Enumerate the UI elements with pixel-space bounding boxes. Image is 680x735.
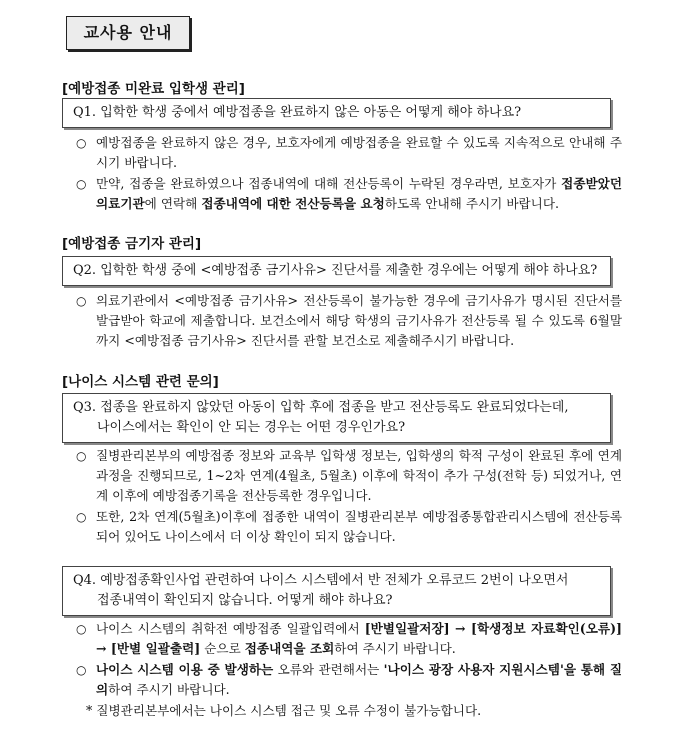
answer-item: ○ 나이스 시스템의 취학전 예방접종 일괄입력에서 [반별일괄저장] → [학생정보 자료확인(오류)] → [반별 일괄출력] 순으로 접종내역을 조회하여 주시기 바랍니다. [76, 621, 623, 656]
page-title: 교사용 안내 [66, 16, 190, 50]
answer-list-q4 [74, 619, 622, 701]
answer-item: ○ 나이스 시스템 이용 중 발생하는 오류와 관련해서는 '나이스 광장 사용자 지원시스템'을 통해 질의하여 주시기 바랍니다. [76, 662, 622, 697]
question-box-q3 [62, 393, 611, 443]
question-text-line1: Q4. 예방접종확인사업 관련하여 나이스 시스템에서 반 전체가 오류코드 2번이 나오면서 [73, 573, 569, 588]
question-text-line1: Q3. 접종을 완료하지 않았던 아동이 입학 후에 접종을 받고 전산등록도 완료되었다는데, [73, 400, 569, 415]
answer-item: ○ 만약, 접종을 완료하였으나 접종내역에 대해 전산등록이 누락된 경우라면, 보호자가 접종받았던 의료기관에 연락해 접종내역에 대한 전산등록을 요청하도록 안내해 주시기 바랍니다. [76, 176, 622, 211]
bullet: ○ [76, 136, 87, 150]
question-text: Q1. 입학한 학생 중에서 예방접종을 완료하지 않은 아동은 어떻게 해야 하나요? [73, 105, 522, 120]
answer-item: ○ 의료기관에서 <예방접종 금기사유> 전산등록이 불가능한 경우에 금기사유가 명시된 진단서를 발급받아 학교에 제출합니다. 보건소에서 해당 학생의 금기사유가 전산등록 될 수 있도록 6월말까지 <예방접종 금기사유> 진단서를 관할 보건소로 제출해주시기 바랍니다. [76, 293, 622, 348]
question-box-q2 [62, 256, 611, 286]
answer-list-q3 [74, 446, 622, 548]
question-box-q4 [62, 566, 611, 616]
bullet: ○ [76, 663, 87, 677]
question-box-q1 [62, 98, 611, 128]
answer-list-q2 [74, 291, 622, 352]
answer-item: ○ 질병관리본부의 예방접종 정보와 교육부 입학생 정보는, 입학생의 학적 구성이 완료된 후에 연계과정을 진행되므로, 1~2차 연계(4월초, 5월초) 이후에 학적이 추가 구성(전학 등) 되었거나, 연계 이후에 예방접종기록을 전산등록한 경우입니다. [76, 448, 622, 503]
answer-item: ○ 또한, 2차 연계(5월초)이후에 접종한 내역이 질병관리본부 예방접종통합관리시스템에 전산등록 되어 있어도 나이스에서 더 이상 확인이 되지 않습니다. [76, 509, 622, 544]
bullet: ○ [76, 510, 87, 524]
bullet: ○ [76, 294, 87, 308]
question-text-line2: 나이스에서는 확인이 안 되는 경우는 어떤 경우인가요? [97, 420, 406, 435]
bullet: ○ [76, 177, 87, 191]
answer-list-q1 [74, 133, 622, 215]
footnote: * 질병관리본부에서는 나이스 시스템 접근 및 오류 수정이 불가능합니다. [86, 703, 482, 718]
bullet: ○ [76, 622, 87, 636]
answer-item: ○ 예방접종을 완료하지 않은 경우, 보호자에게 예방접종을 완료할 수 있도록 지속적으로 안내해 주시기 바랍니다. [76, 135, 622, 170]
question-text: Q2. 입학한 학생 중에 <예방접종 금기사유> 진단서를 제출한 경우에는 어떻게 해야 하나요? [73, 263, 598, 278]
question-text-line2: 접종내역이 확인되지 않습니다. 어떻게 해야 하나요? [97, 593, 393, 608]
section-heading-neis-inquiry: [나이스 시스템 관련 문의] [62, 374, 219, 390]
section-heading-contraindication: [예방접종 금기자 관리] [62, 236, 202, 252]
bullet: ○ [76, 449, 87, 463]
section-heading-incomplete-vaccination: [예방접종 미완료 입학생 관리] [62, 81, 245, 97]
